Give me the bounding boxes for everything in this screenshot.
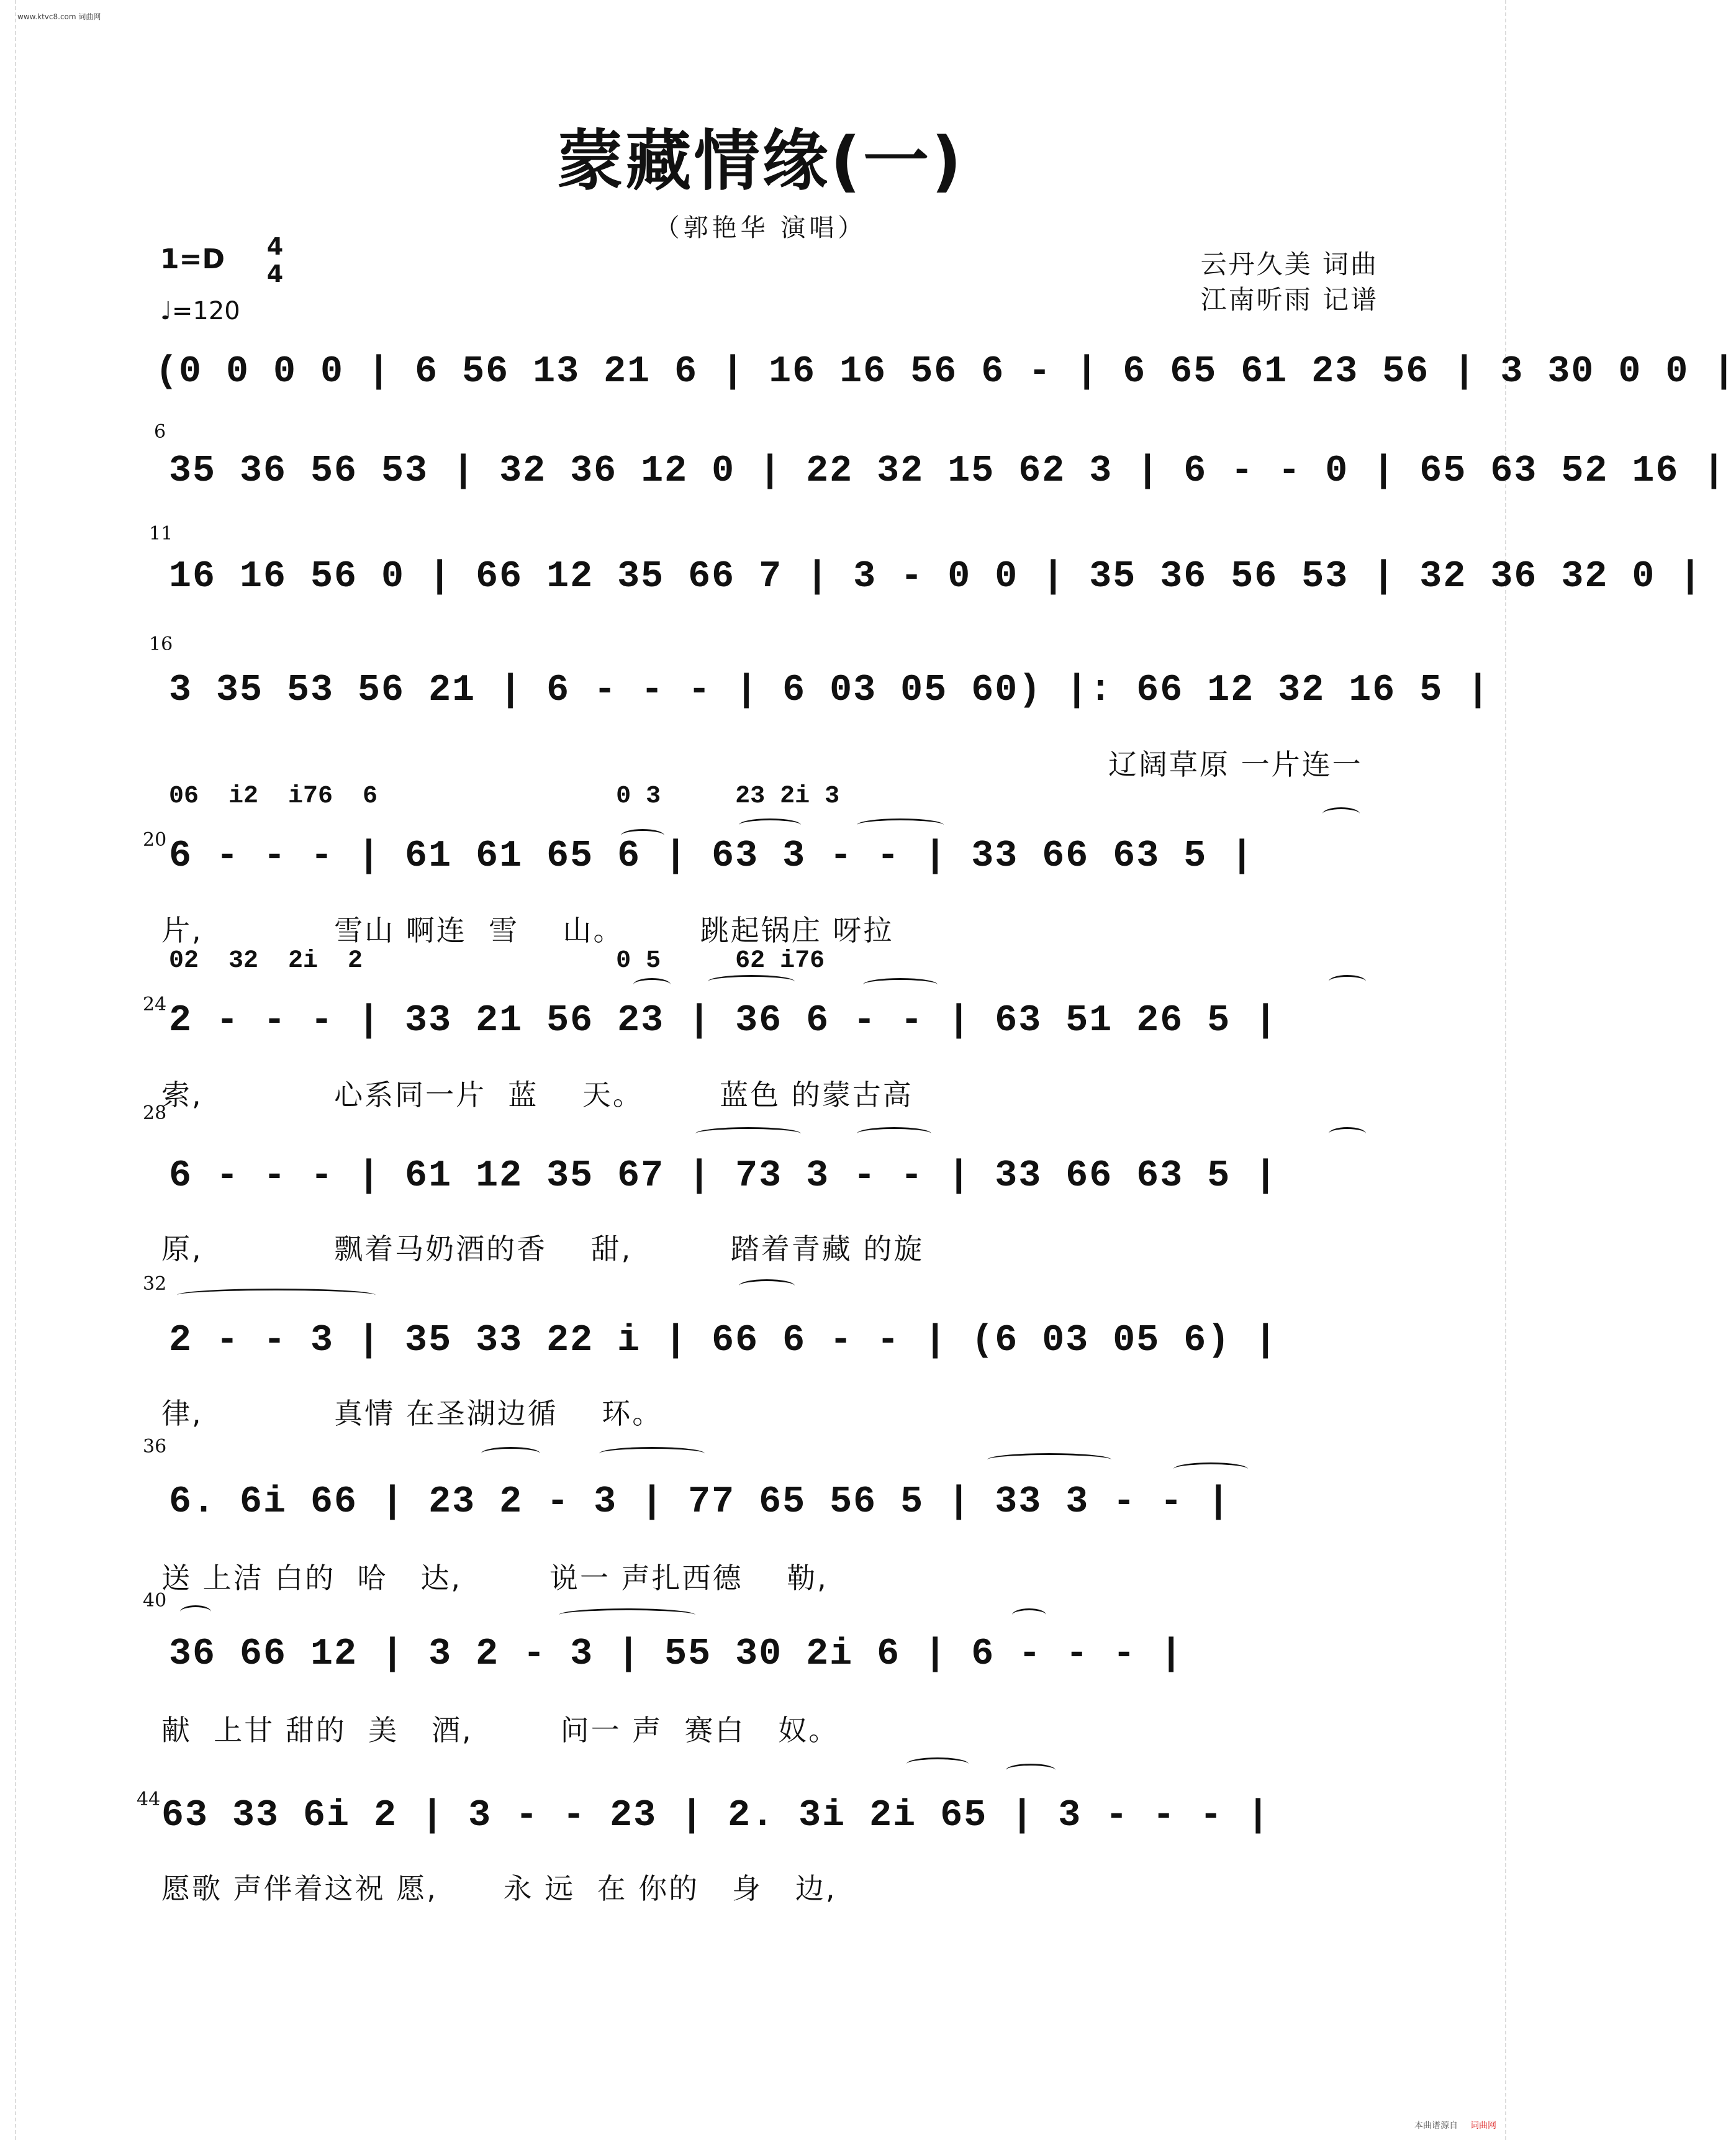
system-10-notes: 36 66 12 | 3 2 - 3 | 55 30 2i 6 | 6 - - - | xyxy=(169,1633,1184,1675)
system-6-measure-number: 24 xyxy=(143,994,167,1015)
system-3-notes: 16 16 56 0 | 66 12 35 66 7 | 3 - 0 0 | 35 36 56 53 | 32 36 32 0 | xyxy=(169,556,1703,598)
site-watermark[interactable]: www.ktvc8.com 词曲网 xyxy=(17,12,101,21)
system-4-notes: 3 35 53 56 21 | 6 - - - | 6 03 05 60) |: 66 12 32 16 5 | xyxy=(169,669,1491,712)
slur xyxy=(857,1127,931,1140)
tempo-mark: ♩=120 xyxy=(160,297,240,325)
slur xyxy=(863,978,938,991)
system-7-measure-number: 28 xyxy=(143,1102,167,1124)
system-4-lyrics: 辽阔草原 一片连一 xyxy=(1108,748,1363,781)
slur xyxy=(1329,975,1366,988)
system-5-ornament-notes: 06 i2 i76 6 0 3 23 2i 3 xyxy=(169,782,840,810)
system-10-measure-number: 40 xyxy=(143,1590,167,1612)
system-1-notes: (0 0 0 0 | 6 56 13 21 6 | 16 16 56 6 - | 6 65 61 23 56 | 3 30 0 0 | xyxy=(155,351,1736,393)
slur xyxy=(1012,1608,1046,1621)
slur xyxy=(1322,807,1360,820)
system-6-ornament-notes: 02 32 2i 2 0 5 62 i76 xyxy=(169,947,825,975)
system-8-measure-number: 32 xyxy=(143,1273,167,1295)
slur xyxy=(621,829,664,842)
system-5-notes: 6 - - - | 61 61 65 6 | 63 3 - - | 33 66 63 5 | xyxy=(169,835,1255,877)
system-3-measure-number: 11 xyxy=(149,523,173,545)
system-11-lyrics: 愿歌 声伴着这祝 愿, 永 远 在 你的 身 边, xyxy=(161,1872,837,1905)
key-signature: 1=D xyxy=(160,243,225,275)
slur xyxy=(599,1447,705,1460)
slur xyxy=(559,1608,695,1621)
credit-notation: 江南听雨 记谱 xyxy=(1200,284,1378,315)
system-7-lyrics: 原, 飘着马奶酒的香 甜, 踏着青藏 的旋 xyxy=(161,1232,925,1266)
system-8-lyrics: 律, 真情 在圣湖边循 环。 xyxy=(161,1397,663,1430)
time-sig-top: 4 xyxy=(266,233,284,260)
system-11-notes: 63 33 6i 2 | 3 - - 23 | 2. 3i 2i 65 | 3 - - - | xyxy=(161,1795,1271,1837)
footer-source xyxy=(1414,2119,1496,2131)
slur xyxy=(177,1289,376,1302)
slur xyxy=(739,818,801,832)
slur xyxy=(695,1127,801,1140)
system-2-notes: 35 36 56 53 | 32 36 12 0 | 22 32 15 62 3 | 6 - - 0 | 65 63 52 16 | xyxy=(169,450,1727,492)
system-9-measure-number: 36 xyxy=(143,1436,167,1458)
time-signature xyxy=(266,233,284,288)
slur xyxy=(987,1453,1111,1466)
system-5-measure-number: 20 xyxy=(143,829,167,851)
slur xyxy=(180,1605,211,1618)
system-8-notes: 2 - - 3 | 35 33 22 i | 66 6 - - | (6 03 05 6) | xyxy=(169,1320,1278,1362)
system-9-notes: 6. 6i 66 | 23 2 - 3 | 77 65 56 5 | 33 3 - - | xyxy=(169,1481,1231,1523)
system-10-lyrics: 献 上甘 甜的 美 酒, 问一 声 赛白 奴。 xyxy=(161,1713,839,1747)
system-5-lyrics: 片, 雪山 啊连 雪 山。 跳起锅庄 呀拉 xyxy=(161,914,894,947)
slur xyxy=(857,818,944,832)
time-sig-bottom: 4 xyxy=(266,260,284,288)
footer-left-text: 本曲谱源自 xyxy=(1414,2121,1458,2131)
slur xyxy=(1006,1764,1056,1777)
slur xyxy=(906,1757,969,1770)
system-9-lyrics: 送 上洁 白的 哈 达, 说一 声扎西德 勒, xyxy=(161,1561,828,1595)
slur xyxy=(1173,1462,1248,1476)
left-margin-border xyxy=(5,0,16,2140)
slur xyxy=(1329,1127,1366,1140)
slur xyxy=(633,978,671,991)
song-title: 蒙藏情缘(一) xyxy=(557,123,964,199)
system-7-notes: 6 - - - | 61 12 35 67 | 73 3 - - | 33 66 63 5 | xyxy=(169,1155,1278,1197)
slur xyxy=(708,975,795,988)
slur xyxy=(739,1279,795,1292)
system-11-measure-number: 44 xyxy=(137,1789,161,1810)
footer-site-link[interactable]: 词曲网 xyxy=(1470,2121,1496,2131)
slur xyxy=(481,1447,540,1460)
system-4-measure-number: 16 xyxy=(149,633,173,655)
system-6-notes: 2 - - - | 33 21 56 23 | 36 6 - - | 63 51 26 5 | xyxy=(169,1000,1278,1042)
performer: （郭艳华 演唱） xyxy=(654,214,867,242)
right-margin-border xyxy=(1505,0,1516,2140)
system-6-lyrics: 索, 心系同一片 蓝 天。 蓝色 的蒙古高 xyxy=(161,1078,913,1112)
system-2-measure-number: 6 xyxy=(154,421,166,443)
credit-lyrics-music: 云丹久美 词曲 xyxy=(1200,249,1378,279)
